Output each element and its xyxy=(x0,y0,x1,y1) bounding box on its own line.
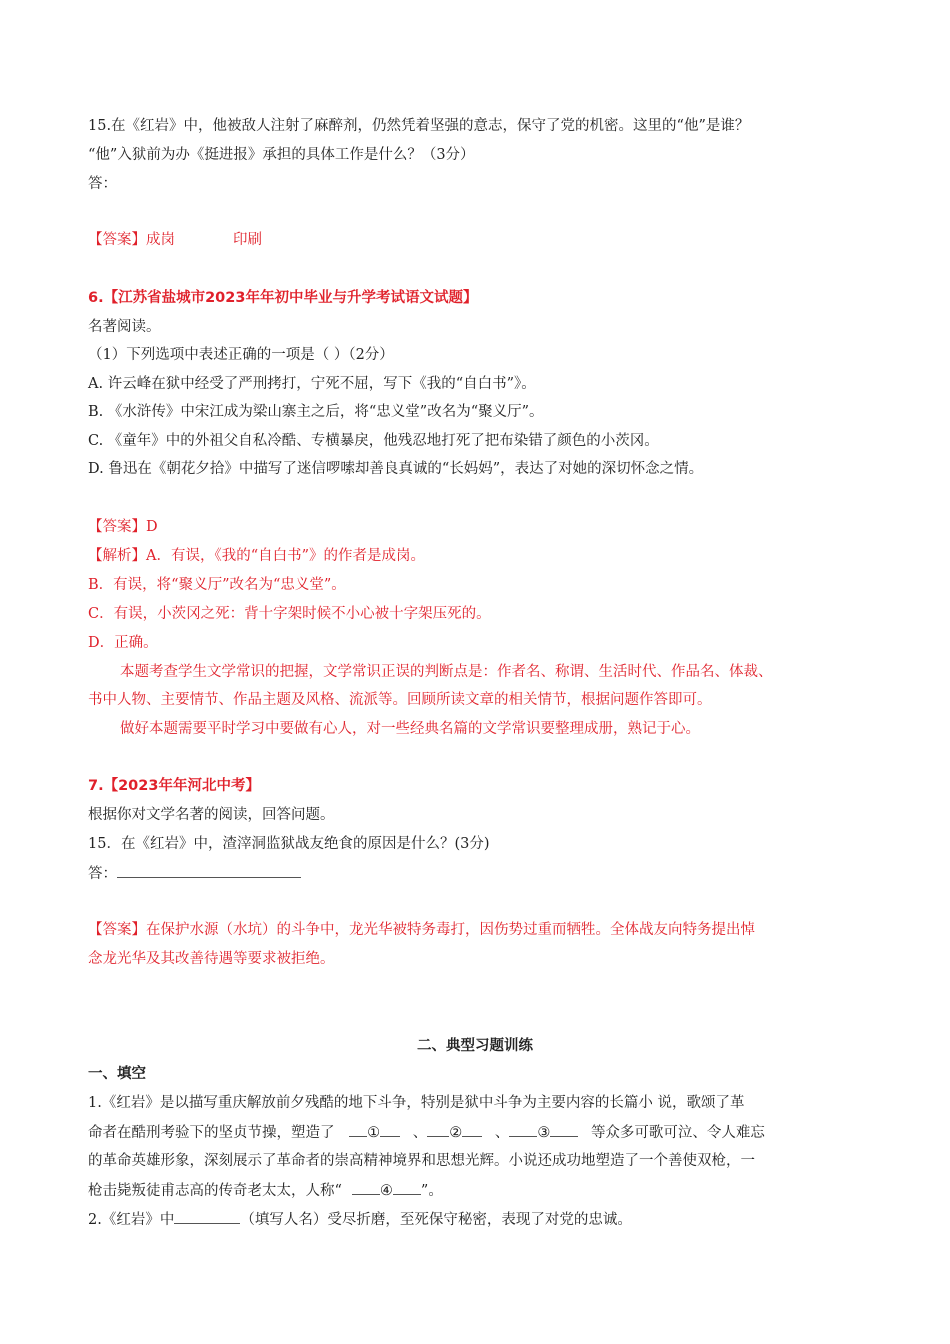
blank-4: ④ xyxy=(379,1183,393,1199)
q6-para1-line2: 书中人物、主要情节、作品主题及风格、流派等。回顾所读文章的相关情节，根据问题作答即可。 xyxy=(88,692,712,708)
blank-1: ① xyxy=(367,1125,381,1141)
blank-underline xyxy=(380,1122,400,1137)
q7-answer-prompt xyxy=(88,863,301,884)
blank-underline xyxy=(427,1122,449,1137)
blank-underline xyxy=(509,1122,537,1137)
blank-underline xyxy=(550,1122,578,1137)
blank-underline xyxy=(462,1122,482,1137)
blank-underline xyxy=(352,1180,380,1195)
name-blank xyxy=(174,1209,240,1224)
fill-q1-line1: 1.《红岩》是以描写重庆解放前夕残酷的地下斗争，特别是狱中斗争为主要内容的长篇小 说，歌颂了革 xyxy=(88,1095,745,1111)
fill-text: 等众多可歌可泣、令人难忘 xyxy=(590,1125,765,1141)
fill-text: ”。 xyxy=(420,1183,443,1199)
blank-3: ③ xyxy=(537,1125,551,1141)
blank-2: ② xyxy=(449,1125,463,1141)
section-subtitle: 一、填空 xyxy=(88,1066,146,1082)
q7-answer-line2: 念龙光华及其改善待遇等要求被拒绝。 xyxy=(88,951,335,967)
q6-analysis-a: 【解析】A．有误，《我的“自白书”》的作者是成岗。 xyxy=(88,548,426,564)
q6-analysis-b: B．有误，将“聚义厅”改名为“忠义堂”。 xyxy=(88,577,346,593)
q6-para1-line1: 本题考查学生文学常识的把握，文学常识正误的判断点是：作者名、称谓、生活时代、作品名、体裁、 xyxy=(120,664,773,680)
q7-title: 7.【2023年年河北中考】 xyxy=(88,778,260,794)
q6-analysis-c: C．有误，小茨冈之死：背十字架时候不小心被十字架压死的。 xyxy=(88,606,491,622)
q15-answer xyxy=(88,230,262,250)
fill-text: （填写人名）受尽折磨，至死保守秘密，表现了对党的忠诚。 xyxy=(240,1212,632,1228)
q6-question: （1）下列选项中表述正确的一项是（ ）（2分） xyxy=(88,347,394,363)
fill-text: 枪击毙叛徒甫志高的传奇老太太，人称“ xyxy=(88,1183,342,1199)
q6-para2: 做好本题需要平时学习中要做有心人，对一些经典名篇的文学常识要整理成册，熟记于心。 xyxy=(120,721,700,737)
q6-option-c: C. 《童年》中的外祖父自私冷酷、专横暴戾，他残忍地打死了把布染错了颜色的小茨冈。 xyxy=(88,433,659,449)
section-title: 二、典型习题训练 xyxy=(417,1038,533,1054)
q15-line1: 15.在《红岩》中，他被敌人注射了麻醉剂，仍然凭着坚强的意志，保守了党的机密。这里的“他”是谁？ xyxy=(88,118,750,134)
q6-intro: 名著阅读。 xyxy=(88,319,161,335)
fill-q1-line2: 命者在酷刑考验下的坚贞节操，塑造了 ① 、 ② 、 ③ 等众多可歌可泣、令人难忘 xyxy=(88,1122,765,1143)
answer-1: 成岗 xyxy=(146,232,175,248)
answer-2: 印刷 xyxy=(233,232,262,248)
q6-option-d: D. 鲁迅在《朝花夕拾》中描写了迷信啰嗦却善良真诚的“长妈妈”，表达了对她的深切怀念之情。 xyxy=(88,461,704,477)
q6-answer: 【答案】D xyxy=(88,519,158,535)
fill-text: 2.《红岩》中 xyxy=(88,1212,175,1228)
q15-answer-prompt: 答： xyxy=(88,176,117,192)
q7-intro: 根据你对文学名著的阅读，回答问题。 xyxy=(88,807,335,823)
q6-option-b: B. 《水浒传》中宋江成为梁山寨主之后，将“忠义堂”改名为“聚义厅”。 xyxy=(88,404,544,420)
q6-analysis-d: D．正确。 xyxy=(88,635,158,651)
fill-text: 命者在酷刑考验下的坚贞节操，塑造了 xyxy=(88,1125,335,1141)
q7-question: 15．在《红岩》中，渣滓洞监狱战友绝食的原因是什么？(3分) xyxy=(88,836,490,852)
blank-underline xyxy=(349,1122,367,1137)
blank-underline xyxy=(393,1180,421,1195)
fill-q1-line4 xyxy=(88,1180,443,1201)
q7-answer-line1: 【答案】在保护水源（水坑）的斗争中，龙光华被特务毒打，因伤势过重而牺牲。全体战友向特务提出悼 xyxy=(88,922,755,938)
q15-line2: “他”入狱前为办《挺进报》承担的具体工作是什么？（3分） xyxy=(88,147,475,163)
answer-tag: 【答案】 xyxy=(88,232,146,248)
fill-q2 xyxy=(88,1209,632,1230)
answer-prompt-label: 答： xyxy=(88,866,117,882)
answer-blank xyxy=(117,863,301,878)
q6-option-a: A. 许云峰在狱中经受了严刑拷打，宁死不屈，写下《我的“自白书”》。 xyxy=(88,376,536,392)
fill-q1-line3: 的革命英雄形象，深刻展示了革命者的崇高精神境界和思想光辉。小说还成功地塑造了一个善使双枪，一 xyxy=(88,1153,755,1169)
q6-title: 6.【江苏省盐城市2023年年初中毕业与升学考试语文试题】 xyxy=(88,290,478,306)
